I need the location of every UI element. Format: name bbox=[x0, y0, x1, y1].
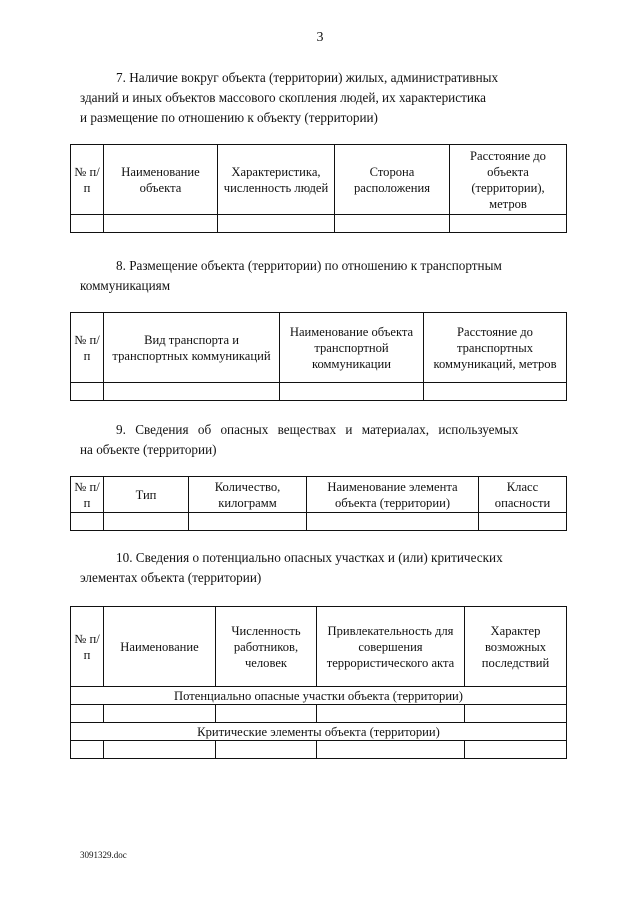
table-cell bbox=[479, 513, 567, 531]
table-9-header-num: № п/п bbox=[71, 477, 104, 513]
table-row bbox=[71, 705, 567, 723]
table-7-header-side: Сторона расположения bbox=[335, 145, 450, 215]
table-row bbox=[71, 215, 567, 233]
section-9-line-1: 9. Сведения об опасных веществах и материалах, используемых bbox=[116, 422, 519, 437]
table-8-header-transport: Вид транспорта и транспортных коммуникаций bbox=[104, 313, 280, 383]
table-cell bbox=[216, 741, 317, 759]
table-8-header-num: № п/п bbox=[71, 313, 104, 383]
table-cell bbox=[317, 705, 465, 723]
table-8-header-object-name: Наименование объекта транспортной коммуникации bbox=[280, 313, 424, 383]
section-8-line-2: коммуникациям bbox=[80, 278, 171, 293]
table-10-header-num: № п/п bbox=[71, 607, 104, 687]
table-10-header-consequences: Характер возможных последствий bbox=[465, 607, 567, 687]
table-cell bbox=[104, 741, 216, 759]
table-cell bbox=[465, 741, 567, 759]
table-9 bbox=[70, 476, 567, 531]
section-7-line-1: 7. Наличие вокруг объекта (территории) жилых, административных bbox=[116, 70, 499, 85]
table-10-header-row bbox=[71, 607, 567, 687]
section-9-line-2: на объекте (территории) bbox=[80, 442, 217, 457]
table-cell bbox=[71, 513, 104, 531]
table-row bbox=[71, 513, 567, 531]
table-cell bbox=[218, 215, 335, 233]
table-row bbox=[71, 383, 567, 401]
table-7 bbox=[70, 144, 567, 233]
table-7-header-row bbox=[71, 145, 567, 215]
table-8 bbox=[70, 312, 567, 401]
table-10 bbox=[70, 606, 567, 759]
table-7-header-distance: Расстояние до объекта (территории), метров bbox=[450, 145, 567, 215]
page-number: 3 bbox=[316, 30, 324, 45]
section-7-heading bbox=[80, 68, 562, 128]
table-cell bbox=[104, 215, 218, 233]
table-cell bbox=[71, 383, 104, 401]
table-10-group-critical-elements: Критические элементы объекта (территории) bbox=[71, 723, 567, 741]
section-8-heading bbox=[80, 256, 562, 296]
table-10-group-2-row bbox=[71, 723, 567, 741]
section-7-line-2: зданий и иных объектов массового скопления людей, их характеристика bbox=[80, 90, 486, 105]
table-cell bbox=[335, 215, 450, 233]
table-cell bbox=[104, 383, 280, 401]
table-cell bbox=[104, 705, 216, 723]
table-10-header-name: Наименование bbox=[104, 607, 216, 687]
table-7-header-name: Наименование объекта bbox=[104, 145, 218, 215]
table-cell bbox=[71, 741, 104, 759]
table-7-header-characteristics: Характеристика, численность людей bbox=[218, 145, 335, 215]
table-8-header-row bbox=[71, 313, 567, 383]
footer-filename: 3091329.doc bbox=[80, 850, 127, 860]
section-10-heading bbox=[80, 548, 562, 588]
section-8-line-1: 8. Размещение объекта (территории) по отношению к транспортным bbox=[116, 258, 502, 273]
table-cell bbox=[189, 513, 307, 531]
table-cell bbox=[450, 215, 567, 233]
table-9-header-element: Наименование элемента объекта (территории) bbox=[307, 477, 479, 513]
section-7-line-3: и размещение по отношению к объекту (территории) bbox=[80, 110, 378, 125]
table-cell bbox=[307, 513, 479, 531]
table-10-group-potentially-dangerous: Потенциально опасные участки объекта (территории) bbox=[71, 687, 567, 705]
table-9-header-type: Тип bbox=[104, 477, 189, 513]
table-cell bbox=[280, 383, 424, 401]
table-cell bbox=[71, 705, 104, 723]
table-9-header-row bbox=[71, 477, 567, 513]
table-8-header-distance: Расстояние до транспортных коммуникаций, метров bbox=[424, 313, 567, 383]
table-10-group-1-row bbox=[71, 687, 567, 705]
table-row bbox=[71, 741, 567, 759]
table-9-header-class: Класс опасности bbox=[479, 477, 567, 513]
table-cell bbox=[71, 215, 104, 233]
table-10-header-workers: Численность работников, человек bbox=[216, 607, 317, 687]
table-cell bbox=[216, 705, 317, 723]
table-cell bbox=[465, 705, 567, 723]
table-10-header-attractiveness: Привлекательность для совершения террористического акта bbox=[317, 607, 465, 687]
section-10-line-1: 10. Сведения о потенциально опасных участках и (или) критических bbox=[116, 550, 503, 565]
section-9-heading bbox=[80, 420, 562, 460]
table-cell bbox=[104, 513, 189, 531]
table-cell bbox=[424, 383, 567, 401]
section-10-line-2: элементах объекта (территории) bbox=[80, 570, 262, 585]
table-9-header-quantity: Количество, килограмм bbox=[189, 477, 307, 513]
table-7-header-num: № п/п bbox=[71, 145, 104, 215]
table-cell bbox=[317, 741, 465, 759]
